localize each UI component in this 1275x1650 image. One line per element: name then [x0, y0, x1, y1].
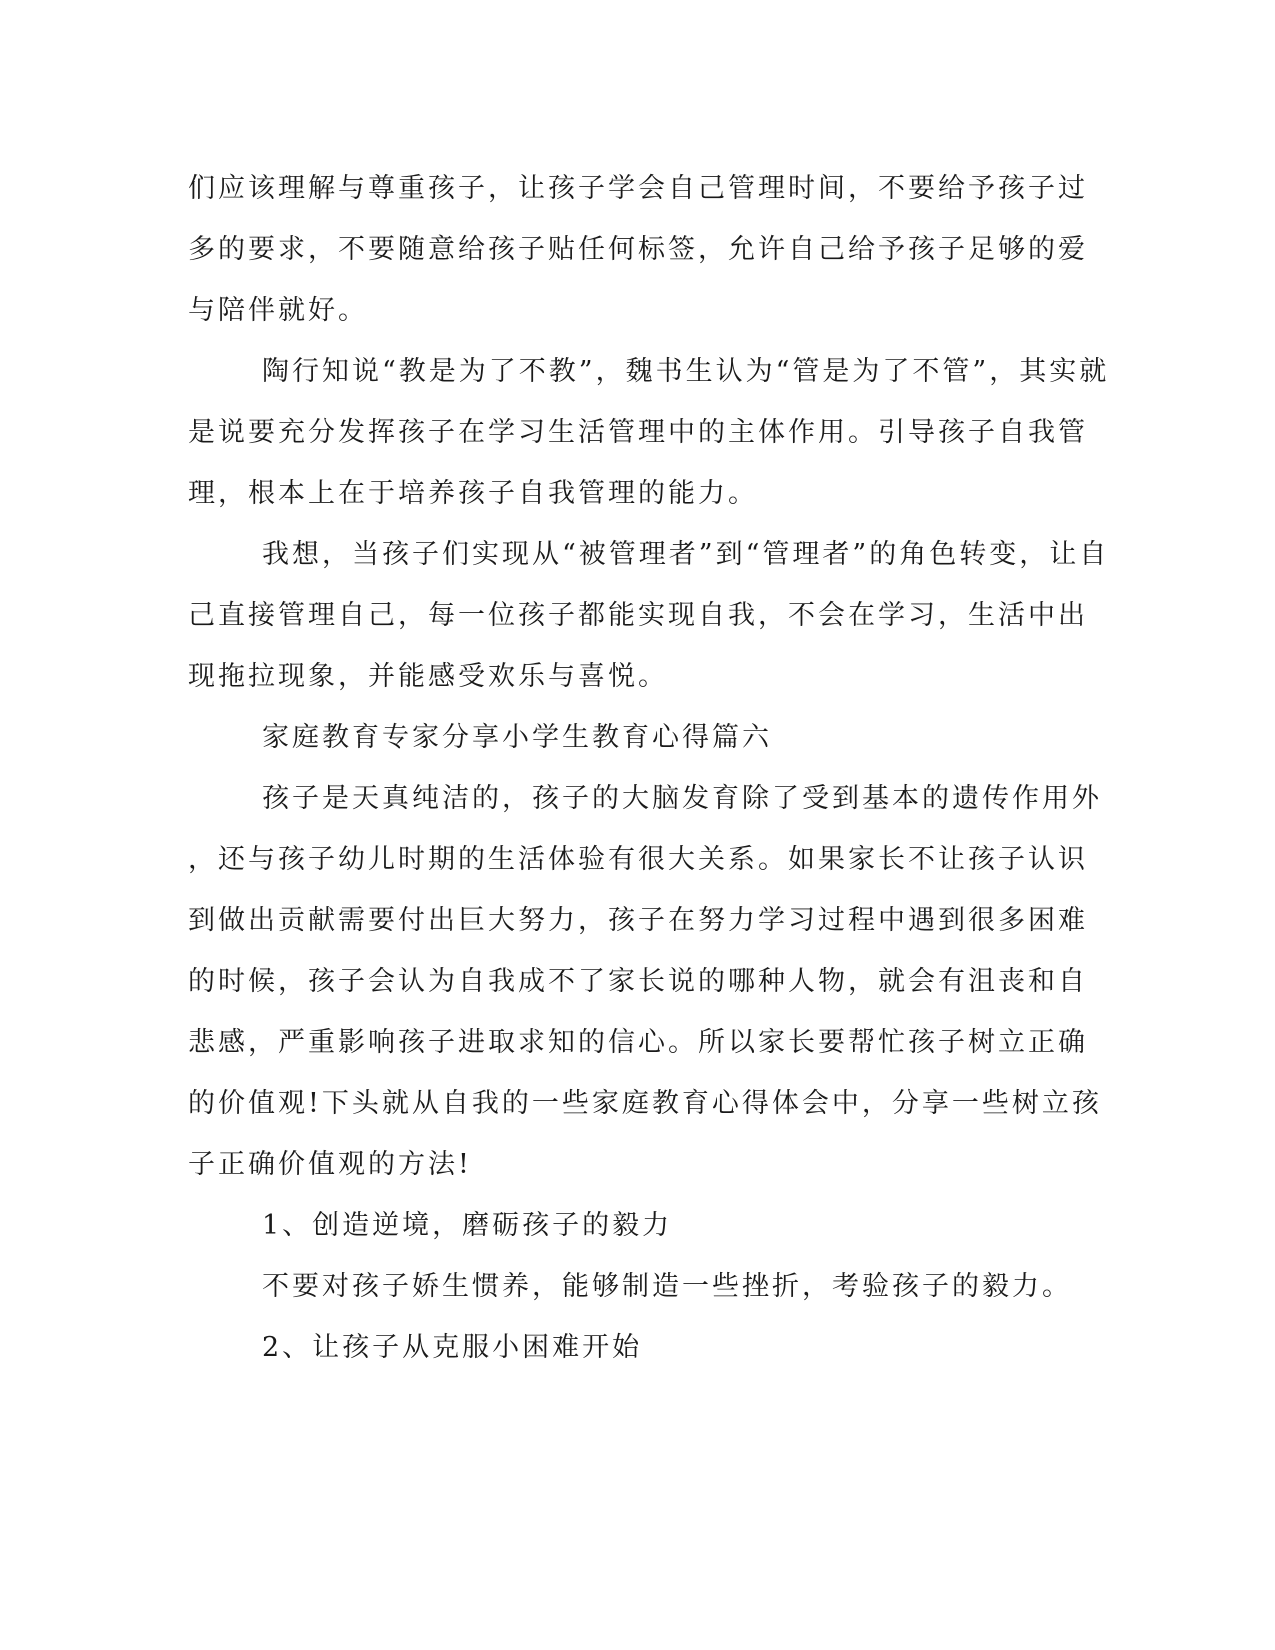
text-line: 们应该理解与尊重孩子，让孩子学会自己管理时间，不要给予孩子过: [188, 173, 1088, 204]
text-line: 子正确价值观的方法!: [188, 1149, 472, 1180]
text-line: 理，根本上在于培养孩子自我管理的能力。: [188, 478, 758, 509]
text-line: 与陪伴就好。: [188, 295, 368, 326]
text-line: 己直接管理自己，每一位孩子都能实现自我，不会在学习，生活中出: [188, 600, 1088, 631]
paragraph-first-line: 陶行知说“教是为了不教”，魏书生认为“管是为了不管”，其实就: [262, 356, 1110, 387]
paragraph-first-line: 我想，当孩子们实现从“被管理者”到“管理者”的角色转变，让自: [262, 539, 1110, 570]
text-line: 的价值观!下头就从自我的一些家庭教育心得体会中，分享一些树立孩: [188, 1088, 1102, 1119]
text-line: ，还与孩子幼儿时期的生活体验有很大关系。如果家长不让孩子认识: [188, 844, 1088, 875]
text-line: 悲感，严重影响孩子进取求知的信心。所以家长要帮忙孩子树立正确: [188, 1027, 1088, 1058]
list-item-heading: 1、创造逆境，磨砺孩子的毅力: [262, 1210, 673, 1241]
list-item-heading: 2、让孩子从克服小困难开始: [262, 1332, 643, 1363]
paragraph-first-line: 不要对孩子娇生惯养，能够制造一些挫折，考验孩子的毅力。: [262, 1271, 1072, 1302]
section-heading: 家庭教育专家分享小学生教育心得篇六: [262, 722, 772, 753]
document-body: [188, 158, 1110, 1378]
text-line: 多的要求，不要随意给孩子贴任何标签，允许自己给予孩子足够的爱: [188, 234, 1088, 265]
text-line: 到做出贡献需要付出巨大努力，孩子在努力学习过程中遇到很多困难: [188, 905, 1088, 936]
text-line: 的时候，孩子会认为自我成不了家长说的哪种人物，就会有沮丧和自: [188, 966, 1088, 997]
paragraph-first-line: 孩子是天真纯洁的，孩子的大脑发育除了受到基本的遗传作用外: [262, 783, 1102, 814]
text-line: 现拖拉现象，并能感受欢乐与喜悦。: [188, 661, 668, 692]
text-line: 是说要充分发挥孩子在学习生活管理中的主体作用。引导孩子自我管: [188, 417, 1088, 448]
